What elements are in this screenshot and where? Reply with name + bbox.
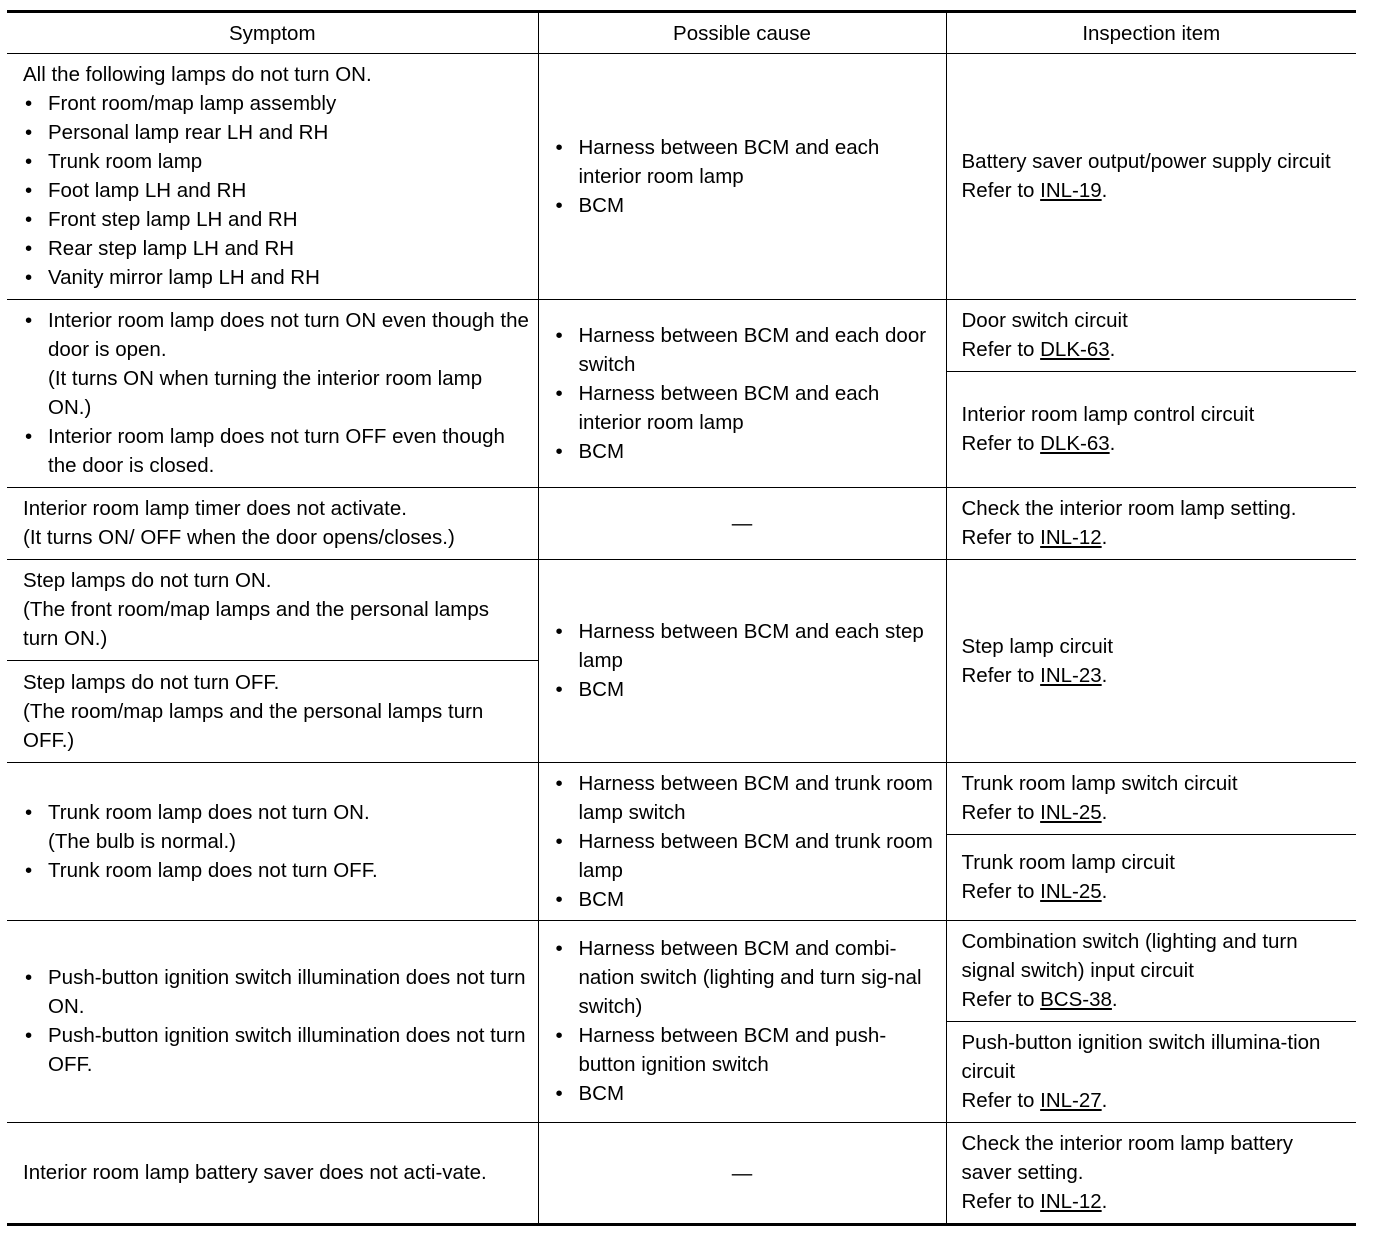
refer-label: Refer to: [961, 526, 1041, 549]
inspection-cell: Door switch circuit Refer to DLK-63.: [946, 300, 1356, 372]
reference-link[interactable]: INL-25: [1040, 801, 1102, 824]
list-item: • Push-button ignition switch illumination does not turn ON.: [23, 963, 530, 1021]
inspection-cell: Check the interior room lamp setting. Refer to INL-12.: [946, 488, 1356, 560]
cause-cell: —: [538, 488, 946, 560]
reference-link[interactable]: DLK-63: [1040, 338, 1110, 361]
list-item: • BCM: [554, 1079, 938, 1108]
inspection-cell: Battery saver output/power supply circuit Refer to INL-19.: [946, 54, 1356, 300]
inspection-cell: Trunk room lamp circuit Refer to INL-25.: [946, 835, 1356, 921]
list-item: • Personal lamp rear LH and RH: [23, 118, 530, 147]
symptom-list: [23, 306, 530, 480]
list-item: • Trunk room lamp does not turn OFF.: [23, 856, 530, 885]
refer-label: Refer to: [961, 1089, 1041, 1112]
reference-link[interactable]: INL-23: [1040, 663, 1102, 687]
symptom-cell: [7, 921, 538, 1123]
table-row: [7, 300, 1356, 372]
header-inspection: Inspection item: [946, 12, 1356, 54]
inspection-title: Battery saver output/power supply circuit: [961, 150, 1331, 173]
list-item: • BCM: [554, 675, 938, 704]
inspection-title: Check the interior room lamp battery saver setting.: [961, 1132, 1294, 1184]
symptom-lead: All the following lamps do not turn ON.: [23, 63, 372, 86]
list-item: • BCM: [554, 885, 938, 914]
symptom-cell: Step lamps do not turn OFF. (The room/map lamps and the personal lamps turn OFF.): [7, 661, 538, 763]
reference-link[interactable]: INL-27: [1040, 1089, 1102, 1112]
reference-link[interactable]: INL-12: [1040, 1190, 1102, 1213]
refer-label: Refer to: [961, 338, 1041, 361]
cause-list: [554, 769, 938, 914]
header-row: [7, 12, 1356, 54]
list-item: • Trunk room lamp does not turn ON. (The bulb is normal.): [23, 798, 530, 856]
cause-list: [554, 934, 938, 1108]
table-row: [7, 921, 1356, 1022]
list-item: • Rear step lamp LH and RH: [23, 234, 530, 263]
inspection-cell: Push-button ignition switch illumina-tion circuit Refer to INL-27.: [946, 1022, 1356, 1123]
inspection-cell: Combination switch (lighting and turn signal switch) input circuit Refer to BCS-38.: [946, 921, 1356, 1022]
table-row: [7, 763, 1356, 835]
list-item: • Front step lamp LH and RH: [23, 205, 530, 234]
cause-cell: [538, 300, 946, 488]
symptom-cell: Step lamps do not turn ON. (The front room/map lamps and the personal lamps turn ON.): [7, 560, 538, 661]
symptom-cell: [7, 54, 538, 300]
list-item: • Harness between BCM and push-button ignition switch: [554, 1021, 938, 1079]
cause-cell: [538, 763, 946, 921]
table-row: [7, 488, 1356, 560]
symptom-cell: [7, 300, 538, 488]
list-item: • Harness between BCM and trunk room lamp switch: [554, 769, 938, 827]
cause-list: [554, 617, 938, 704]
list-item: • Vanity mirror lamp LH and RH: [23, 263, 530, 292]
cause-cell: [538, 560, 946, 763]
refer-label: Refer to: [961, 179, 1041, 202]
list-item: • Harness between BCM and each interior room lamp: [554, 133, 938, 191]
inspection-title: Push-button ignition switch illumina-tion circuit: [961, 1031, 1321, 1083]
symptom-cell: Interior room lamp timer does not activate. (It turns ON/ OFF when the door opens/closes.): [7, 488, 538, 560]
list-item: • Front room/map lamp assembly: [23, 89, 530, 118]
refer-label: Refer to: [961, 801, 1041, 824]
inspection-title: Combination switch (lighting and turn signal switch) input circuit: [961, 930, 1298, 982]
symptom-list: [23, 798, 530, 885]
list-item: • Interior room lamp does not turn ON even though the door is open. (It turns ON when turning the interior room lamp ON.): [23, 306, 530, 422]
list-item: • Harness between BCM and each door switch: [554, 321, 938, 379]
refer-label: Refer to: [961, 880, 1041, 903]
inspection-title: Trunk room lamp switch circuit: [961, 772, 1238, 795]
inspection-title: Door switch circuit: [961, 309, 1128, 332]
cause-list: [554, 133, 938, 220]
inspection-title: Trunk room lamp circuit: [961, 851, 1175, 874]
diagnosis-table-container: [7, 10, 1356, 1226]
list-item: • Push-button ignition switch illumination does not turn OFF.: [23, 1021, 530, 1079]
cause-cell: [538, 921, 946, 1123]
reference-link[interactable]: INL-25: [1040, 880, 1102, 903]
table-row: [7, 54, 1356, 300]
inspection-cell: Trunk room lamp switch circuit Refer to INL-25.: [946, 763, 1356, 835]
list-item: • Harness between BCM and each step lamp: [554, 617, 938, 675]
refer-label: Refer to: [961, 988, 1041, 1011]
symptom-cell: Interior room lamp battery saver does not acti-vate.: [7, 1123, 538, 1225]
table-row: [7, 560, 1356, 661]
symptom-table: [7, 10, 1356, 1226]
symptom-cell: [7, 763, 538, 921]
list-item: • Trunk room lamp: [23, 147, 530, 176]
inspection-cell: Interior room lamp control circuit Refer to DLK-63.: [946, 372, 1356, 488]
inspection-cell: Check the interior room lamp battery saver setting. Refer to INL-12.: [946, 1123, 1356, 1225]
cause-cell: [538, 54, 946, 300]
inspection-cell: Step lamp circuit Refer to INL-23.: [946, 560, 1356, 763]
refer-label: Refer to: [961, 1190, 1041, 1213]
reference-link[interactable]: DLK-63: [1040, 432, 1110, 455]
list-item: • Harness between BCM and combi-nation switch (lighting and turn sig-nal switch): [554, 934, 938, 1021]
header-symptom: Symptom: [7, 12, 538, 54]
table-row: [7, 1123, 1356, 1225]
inspection-title: Interior room lamp control circuit: [961, 403, 1255, 426]
list-item: • BCM: [554, 191, 938, 220]
inspection-title: Step lamp circuit: [961, 634, 1114, 658]
list-item: • Foot lamp LH and RH: [23, 176, 530, 205]
header-cause: Possible cause: [538, 12, 946, 54]
list-item: • Harness between BCM and each interior room lamp: [554, 379, 938, 437]
list-item: • Harness between BCM and trunk room lamp: [554, 827, 938, 885]
cause-cell: —: [538, 1123, 946, 1225]
reference-link[interactable]: BCS-38: [1040, 988, 1112, 1011]
symptom-list: [23, 963, 530, 1079]
list-item: • BCM: [554, 437, 938, 466]
cause-list: [554, 321, 938, 466]
symptom-list: [23, 89, 530, 292]
reference-link[interactable]: INL-12: [1040, 526, 1102, 549]
refer-label: Refer to: [961, 663, 1041, 687]
reference-link[interactable]: INL-19: [1040, 179, 1102, 202]
refer-label: Refer to: [961, 432, 1041, 455]
list-item: • Interior room lamp does not turn OFF even though the door is closed.: [23, 422, 530, 480]
inspection-title: Check the interior room lamp setting.: [961, 497, 1297, 520]
